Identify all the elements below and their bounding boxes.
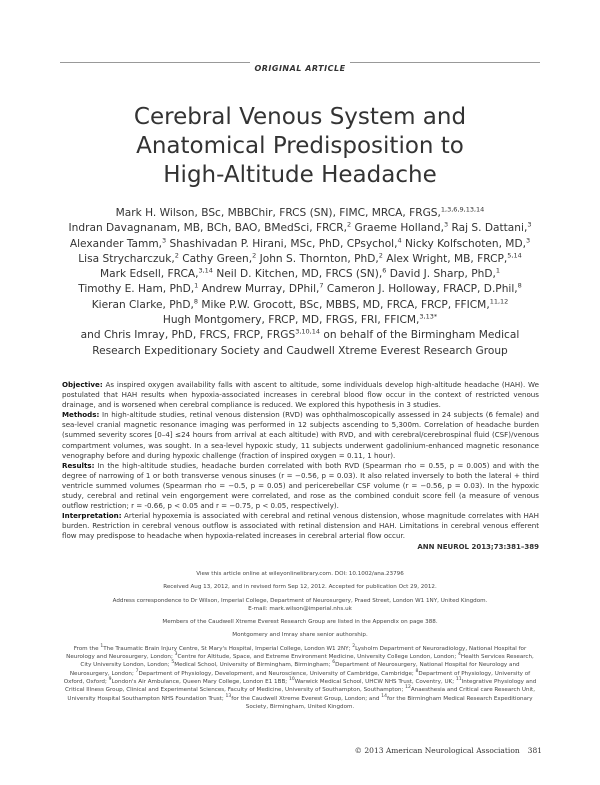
author-name: and Chris Imray, PhD, FRCS, FRCP, FRGS <box>80 329 296 342</box>
author-name: Hugh Montgomery, FRCP, MD, FRGS, FRI, FFICM, <box>162 314 420 327</box>
affiliation-superscript: 8 <box>193 297 199 306</box>
affiliation-superscript: 1,3,6,9,13,14 <box>440 205 485 214</box>
abstract-results <box>62 461 539 511</box>
author-name: on behalf of the Birmingham Medical <box>320 329 520 342</box>
affiliation-number: 5 <box>171 660 175 666</box>
affiliation-text: The Traumatic Brain Injury Centre, St Mary's Hospital, Imperial College, London W1 2NY; <box>103 645 353 652</box>
author-name: Timothy E. Ham, PhD, <box>78 283 195 296</box>
methods-text: In high-altitude studies, retinal venous distension (RVD) was ophthalmoscopically assessed in 24 subjects (6 female) and sea-level cranial magnetic resonance imaging was performed in 12 subjects ascending to 5,300m. Correlation of headache burden (summed severity scores [0–4] ≤24 hours from arrival at each altitude) with RVD, and with cerebral/cerebrospinal fluid (CSF)/venous compartment volumes, was sought. In a sea-level hypoxic study, 11 subjects underwent gadolinium-enhanced magnetic resonance venography before and during hypoxic challenge (fraction of inspired oxygen = 0.11, 1 hour). <box>62 410 539 460</box>
section-header <box>0 56 600 75</box>
senior-authorship-note: Montgomery and Imray share senior authorship. <box>232 632 368 639</box>
affiliation-superscript: 3,10,14 <box>295 327 320 336</box>
affiliation-text: Department of Physiology, University of Oxford, Oxford; <box>63 670 531 685</box>
objective-text: As inspired oxygen availability falls with ascent to altitude, some individuals develop high-altitude headache (HAH). We postulated that HAH results when hypoxia-associated increases in cerebral blood flow occur in the context of restricted venous drainage, and is worsened when cerebral compliance is reduced. We explored this hypothesis in 3 studies. <box>62 380 539 410</box>
affiliation-text: for the Birmingham Medical Research Expeditionary Society, Birmingham, United Kingdom. <box>245 695 533 710</box>
header-rule-left <box>60 62 250 63</box>
affiliation-text: Anaesthesia and Critical care Research Unit, University Hospital Southampton NHS Foundation Trust; <box>67 687 536 702</box>
author-name: Mark H. Wilson, BSc, MBBChir, FRCS (SN), FIMC, MRCA, FRGS, <box>115 207 441 219</box>
affiliation-number: 13 <box>225 693 232 699</box>
affiliation-number: 4 <box>458 652 461 658</box>
author-list <box>40 206 560 359</box>
interpretation-label: Interpretation: <box>62 511 122 521</box>
affiliation-superscript: 3 <box>443 220 449 229</box>
affiliations <box>60 645 540 711</box>
affiliation-superscript: 4 <box>397 236 402 245</box>
author-line <box>40 221 560 236</box>
abstract-objective <box>62 380 539 410</box>
author-line <box>40 344 560 359</box>
affiliation-number: 12 <box>405 685 411 691</box>
author-line <box>40 252 560 267</box>
correspondence-email[interactable]: E-mail: mark.wilson@imperial.nhs.uk <box>248 605 352 612</box>
copyright: © 2013 American Neurological Association <box>354 746 520 755</box>
title-line: High-Altitude Headache <box>163 162 437 188</box>
interpretation-text: Arterial hypoxemia is associated with cerebral and retinal venous distension, whose magnitude correlates with HAH burden. Restriction in cerebral venous outflow is associated with retinal distension and HAH. Limitations in cerebral venous efferent flow may predispose to headache when hypoxia-related increases in cerebral arterial flow occur. <box>62 511 539 541</box>
title-line: Anatomical Predisposition to <box>136 133 464 159</box>
author-name: John S. Thornton, PhD, <box>256 252 379 265</box>
title-line: Cerebral Venous System and <box>133 104 467 130</box>
author-name: Alex Wright, MB, FRCP, <box>382 252 508 265</box>
methods-label: Methods: <box>62 410 100 420</box>
affiliation-number: 1 <box>100 643 104 649</box>
affiliation-superscript: 6 <box>382 266 387 275</box>
page-footer <box>355 746 542 755</box>
affiliation-number: 8 <box>415 668 419 674</box>
author-line <box>40 237 560 252</box>
affiliation-text: From the <box>73 645 101 652</box>
received-dates: Received Aug 13, 2012, and in revised form Sep 12, 2012. Accepted for publication Oct 29, 2012. <box>163 584 437 591</box>
correspondence-address: Address correspondence to Dr Wilson, Imperial College, Department of Neurosurgery, Praed Street, London W1 1NY, United Kingdom. <box>112 597 488 604</box>
affiliation-superscript: 2 <box>378 251 383 260</box>
affiliation-text: Medical School, University of Birmingham, Birmingham; <box>174 662 333 669</box>
abstract <box>62 380 539 552</box>
author-line <box>40 328 560 343</box>
affiliation-superscript: 5,14 <box>507 251 522 260</box>
abstract-interpretation <box>62 511 539 541</box>
author-line <box>40 298 560 313</box>
author-name: Cameron J. Holloway, FRACP, D.Phil, <box>323 283 518 296</box>
author-name: Andrew Murray, DPhil, <box>198 283 320 296</box>
results-text: In the high-altitude studies, headache burden correlated with both RVD (Spearman rho = 0.55, p = 0.005) and with the degree of narrowing of 1 or both transverse venous sinuses (r = −0.56, p = 0.03). It also related inversely to both the lateral + third ventricle summed volumes (Spearman rho = −0.5, p = 0.05) and pericerebellar CSF volume (r = −0.56, p = 0.03). In the hypoxic study, cerebral and retinal vein engorgement were correlated, and rose as the combined conduit score fell (a measure of venous outflow restriction; r = -0.66, p < 0.05 and r = −0.75, p < 0.05, respectively). <box>62 460 539 511</box>
author-name: Mike P.W. Grocott, BSc, MBBS, MD, FRCA, FRCP, FFICM, <box>198 298 490 311</box>
author-name: Graeme Holland, <box>351 222 444 235</box>
section-label: ORIGINAL ARTICLE <box>254 64 346 73</box>
affiliation-number: 11 <box>455 677 462 683</box>
affiliation-number: 6 <box>332 660 336 666</box>
affiliation-number: 2 <box>352 643 356 649</box>
affiliation-superscript: 2 <box>174 251 179 260</box>
abstract-methods <box>62 410 539 460</box>
affiliation-superscript: 3,14 <box>198 266 213 275</box>
affiliation-text: Health Services Research, City University London, London; <box>80 654 534 669</box>
affiliation-superscript: 3 <box>527 220 532 229</box>
affiliation-text: Department of Physiology, Development, and Neuroscience, University of Cambridge, Cambridge; <box>138 670 416 677</box>
author-name: Research Expeditionary Society and Caudwell Xtreme Everest Research Group <box>92 344 508 357</box>
author-line <box>40 267 560 282</box>
article-title <box>60 103 540 190</box>
affiliation-superscript: 11,12 <box>489 297 509 306</box>
affiliation-superscript: 1 <box>194 281 199 290</box>
affiliation-superscript: 1 <box>495 266 501 275</box>
author-name: Lisa Strycharczuk, <box>78 252 175 265</box>
author-name: Shashivadan P. Hirani, MSc, PhD, CPsychol, <box>166 237 398 250</box>
author-name: Kieran Clarke, PhD, <box>91 298 194 311</box>
affiliation-superscript: 3,13* <box>419 312 438 321</box>
page-number: 381 <box>527 746 542 755</box>
affiliation-number: 9 <box>108 677 112 683</box>
author-name: Cathy Green, <box>178 252 253 265</box>
affiliation-number: 14 <box>381 693 387 699</box>
article-notes <box>60 570 540 716</box>
author-line <box>40 313 560 328</box>
author-name: Indran Davagnanam, MB, BCh, BAO, BMedSci, FRCR, <box>68 222 348 235</box>
journal-citation: ANN NEUROL 2013;73:381–389 <box>417 542 539 551</box>
author-name: Raj S. Dattani, <box>448 222 528 235</box>
author-name: Mark Edsell, FRCA, <box>99 268 199 281</box>
affiliation-superscript: 3 <box>525 236 531 245</box>
affiliation-text: Lysholm Department of Neuroradiology, National Hospital for Neurology and Neurosurgery, London; <box>66 645 527 661</box>
members-note: Members of the Caudwell Xtreme Everest Research Group are listed in the Appendix on page 388. <box>162 619 438 626</box>
affiliation-number: 7 <box>135 668 139 674</box>
affiliation-superscript: 8 <box>517 281 522 290</box>
author-line <box>40 206 560 221</box>
author-name: Alexander Tamm, <box>69 237 163 250</box>
results-label: Results: <box>62 460 95 470</box>
affiliation-number: 3 <box>174 652 178 658</box>
affiliation-text: Centre for Altitude, Space, and Extreme Environment Medicine, University College London, London; <box>177 654 458 661</box>
online-link[interactable]: View this article online at wileyonlinelibrary.com. DOI: 10.1002/ana.23796 <box>196 571 404 577</box>
affiliation-text: Warwick Medical School, UHCW NHS Trust, Coventry, UK; <box>294 678 456 685</box>
affiliation-text: Integrative Physiology and Critical Illness Group, Clinical and Experimental Sciences, Faculty of Medicine, University of Southampton, Southampton; <box>64 678 537 694</box>
author-line <box>40 282 560 297</box>
affiliation-superscript: 2 <box>252 251 257 260</box>
affiliation-superscript: 2 <box>347 220 352 229</box>
affiliation-superscript: 7 <box>319 281 324 290</box>
affiliation-text: London's Air Ambulance, Queen Mary College, London E1 1BB; <box>111 678 289 685</box>
author-name: David J. Sharp, PhD, <box>386 268 496 281</box>
affiliation-text: Department of Neurosurgery, National Hospital for Neurology and Neurosurgery, London; <box>69 662 520 677</box>
header-rule-right <box>350 62 540 63</box>
correspondence <box>60 597 540 614</box>
affiliation-number: 10 <box>288 677 295 683</box>
affiliation-text: for the Caudwell Xtreme Everest Group, London; and <box>231 695 382 702</box>
affiliation-superscript: 3 <box>162 236 167 245</box>
objective-label: Objective: <box>62 380 103 389</box>
author-name: Nicky Kolfschoten, MD, <box>401 237 526 250</box>
author-name: Neil D. Kitchen, MD, FRCS (SN), <box>212 268 383 281</box>
